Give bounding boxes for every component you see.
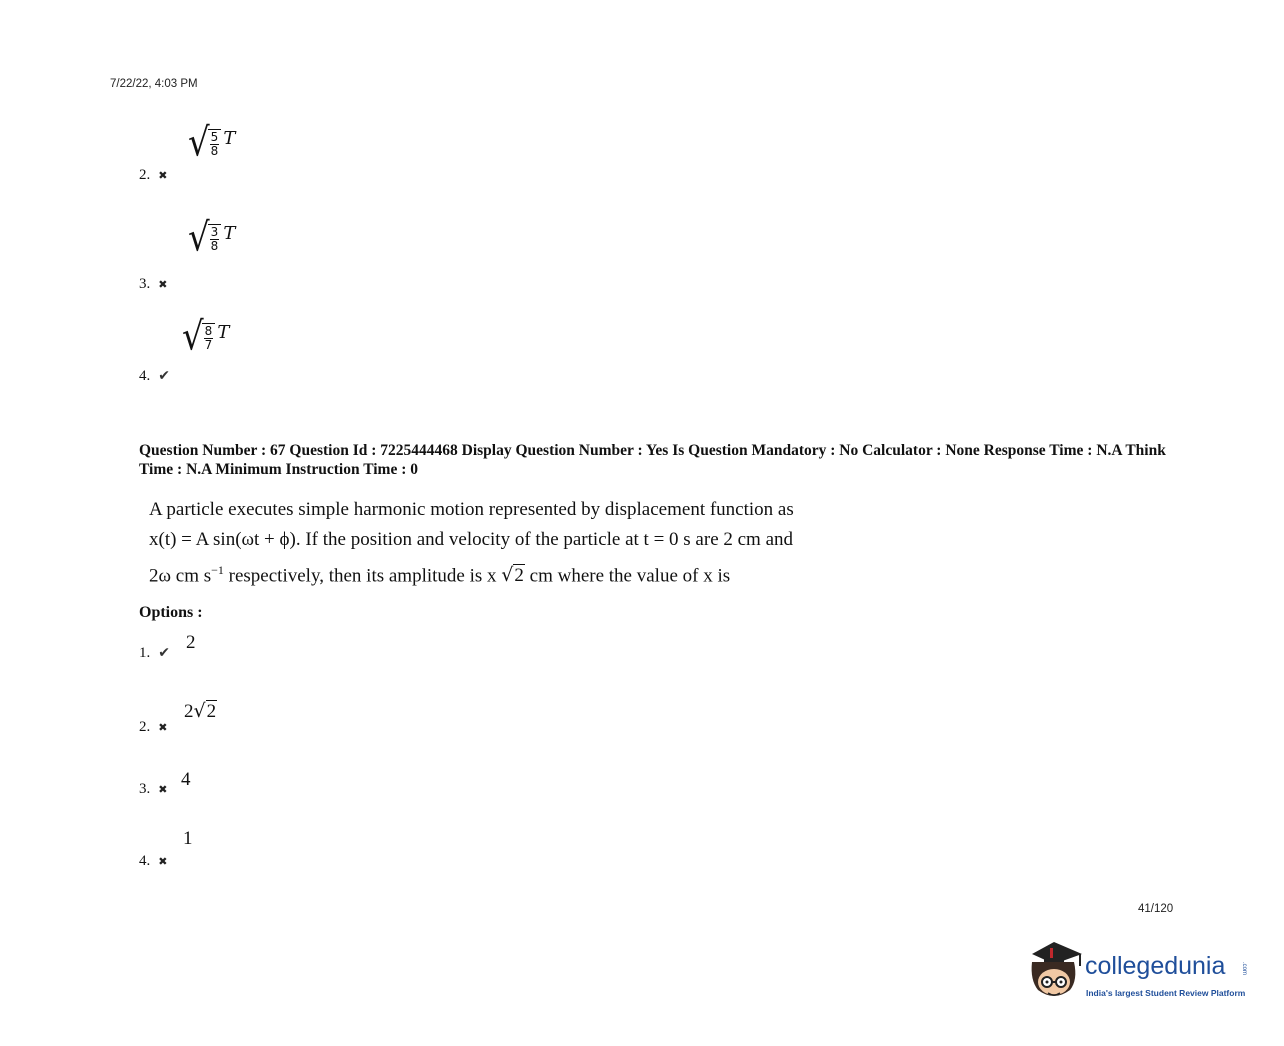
print-datetime: 7/22/22, 4:03 PM [110, 78, 198, 90]
option-2-value: 2√2 [184, 700, 217, 722]
option-3-value: 4 [181, 769, 191, 790]
option-3 [139, 780, 167, 798]
options-heading: Options : [139, 604, 203, 621]
check-icon: ✔ [158, 645, 170, 661]
logo-domain: .com [1241, 962, 1247, 976]
cross-icon: ✖ [158, 783, 168, 796]
option-number: 3. [139, 276, 151, 292]
option-number: 3. [139, 781, 151, 797]
option-4-value: 1 [183, 828, 193, 849]
mascot-icon [1024, 940, 1086, 1008]
check-icon: ✔ [158, 368, 170, 384]
cross-icon: ✖ [158, 278, 168, 291]
prev-option-4 [139, 367, 170, 385]
logo-wordmark: collegedunia [1085, 952, 1226, 980]
option-2 [139, 718, 167, 736]
sqrt-sign: √ [188, 215, 210, 261]
sqrt-expression: √2 [501, 564, 524, 587]
cross-icon: ✖ [158, 855, 168, 868]
option-1-value: 2 [186, 632, 196, 653]
option-1 [139, 644, 170, 662]
cross-icon: ✖ [158, 721, 168, 734]
prev-option-3-value: √ $\frac{3}{8}$ T [188, 215, 236, 261]
prev-option-3 [139, 275, 167, 293]
prev-option-4-value: √ $\frac{8}{7}$ T [182, 314, 230, 360]
sqrt-sign: √ [182, 314, 204, 360]
page-number: 41/120 [1138, 903, 1174, 915]
logo-tagline: India's largest Student Review Platform [1086, 988, 1246, 998]
option-4 [139, 852, 167, 870]
option-number: 2. [139, 719, 151, 735]
option-number: 2. [139, 167, 151, 183]
sqrt-sign: √ [188, 120, 210, 166]
fraction: $\frac{8}{7}$ [202, 323, 216, 352]
question-line: A particle executes simple harmonic motion represented by displacement function as [149, 499, 794, 520]
option-number: 1. [139, 645, 151, 661]
fraction: $\frac{5}{8}$ [208, 129, 222, 158]
option-number: 4. [139, 368, 151, 384]
prev-option-2 [139, 166, 167, 184]
question-line: 2ω cm $s^{-1}$ respectively, then its amplitude is x √2 cm where the value of x is [149, 555, 949, 591]
cross-icon: ✖ [158, 169, 168, 182]
question-meta: Question Number : 67 Question Id : 7225444468 Display Question Number : Yes Is Question Mandatory : No Calculator : None Response Time : N.A Think Time : N.A Minimum Instruction Time : 0 [139, 442, 1166, 478]
question-text [149, 495, 949, 591]
sqrt-expression: √2 [193, 700, 217, 722]
option-number: 4. [139, 853, 151, 869]
prev-option-2-value: √ $\frac{5}{8}$ T [188, 120, 236, 166]
question-line: x(t) = A sin(ωt + ϕ). If the position and velocity of the particle at t = 0 s are 2 cm and [149, 529, 794, 550]
fraction: $\frac{3}{8}$ [208, 224, 222, 253]
